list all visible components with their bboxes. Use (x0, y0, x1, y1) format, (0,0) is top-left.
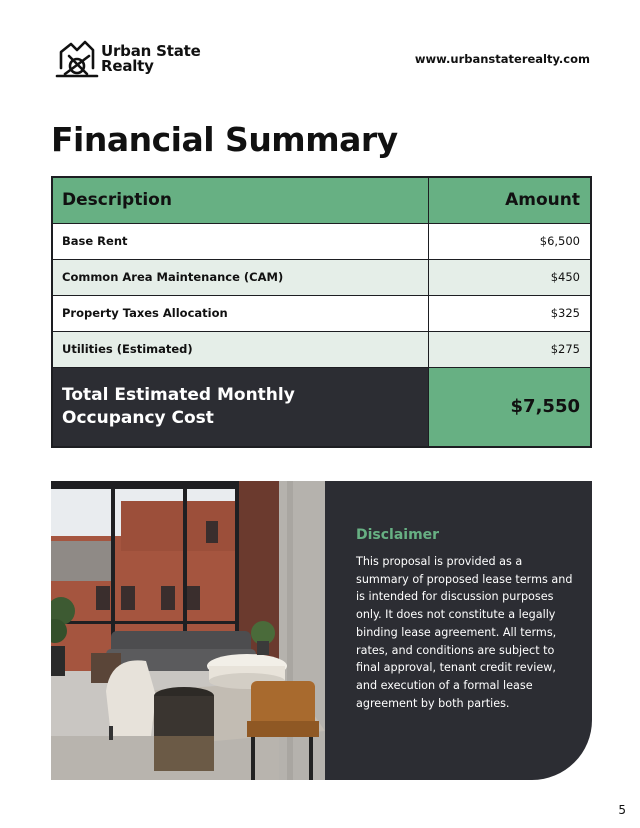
total-label-line1: Total Estimated Monthly (62, 384, 295, 405)
header-description: Description (52, 177, 428, 223)
financial-summary-table (51, 176, 592, 448)
row-description: Utilities (Estimated) (52, 331, 428, 367)
brand-name (101, 44, 201, 74)
interior-photo (51, 481, 325, 780)
house-mark-icon (55, 38, 99, 80)
brand-name-line2: Realty (101, 57, 154, 75)
row-amount: $275 (428, 331, 591, 367)
disclaimer-title: Disclaimer (356, 527, 440, 543)
page-number: 5 (618, 803, 626, 817)
table-row (52, 295, 591, 331)
table-header-row (52, 177, 591, 223)
row-description: Base Rent (52, 223, 428, 259)
photo-disclaimer-card (51, 481, 592, 780)
disclaimer-body: This proposal is provided as a summary of proposed lease terms and is intended for discussion purposes only. It does not constitute a legally binding lease agreement. All terms, rates, and conditions are subject to final approval, tenant credit review, and execution of a formal lease agreement by both parties. (356, 555, 573, 710)
disclaimer-panel (325, 481, 592, 780)
brand-logo (55, 38, 201, 80)
table-row (52, 259, 591, 295)
total-label-line2: Occupancy Cost (62, 407, 214, 428)
total-amount: $7,550 (428, 367, 591, 447)
row-amount: $325 (428, 295, 591, 331)
row-amount: $450 (428, 259, 591, 295)
header-amount: Amount (428, 177, 591, 223)
table-row (52, 223, 591, 259)
page-title: Financial Summary (51, 120, 398, 159)
website-url: www.urbanstaterealty.com (414, 52, 590, 66)
brand-name-line1: Urban State (101, 42, 201, 60)
table-row (52, 331, 591, 367)
row-amount: $6,500 (428, 223, 591, 259)
total-label (52, 367, 428, 447)
row-description: Property Taxes Allocation (52, 295, 428, 331)
total-row (52, 367, 591, 447)
row-description: Common Area Maintenance (CAM) (52, 259, 428, 295)
